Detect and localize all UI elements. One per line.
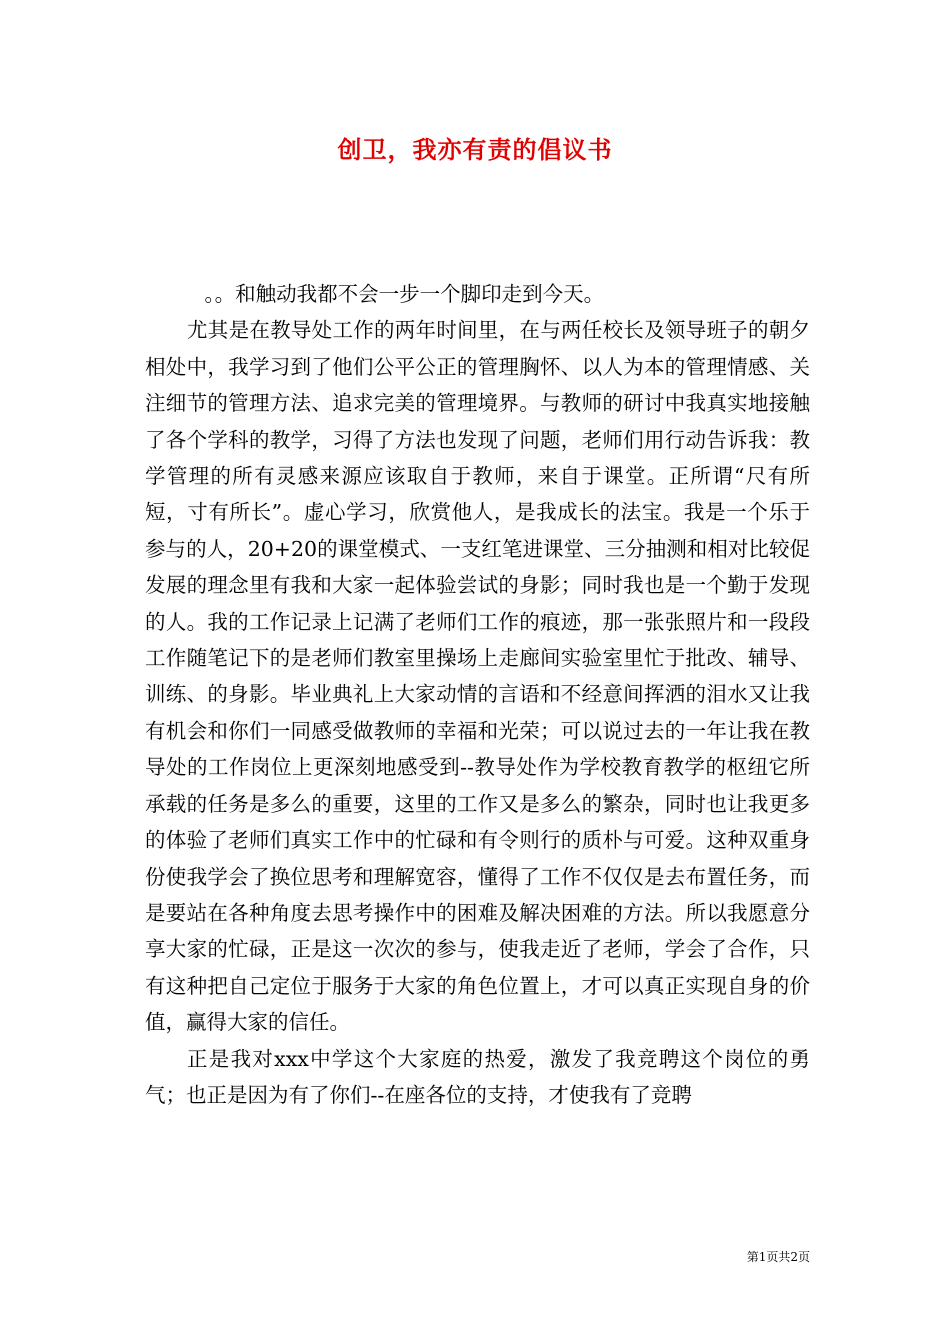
paragraph-1: 。。和触动我都不会一步一个脚印走到今天。 <box>204 282 605 306</box>
paragraph-3: 正是我对xxx中学这个大家庭的热爱，激发了我竞聘这个岗位的勇气；也正是因为有了你们--在座各位的支持，才使我有了竞聘 <box>145 1046 810 1107</box>
page-number: 第1页共2页 <box>746 1250 810 1264</box>
document-body <box>145 276 810 1113</box>
document-title: 创卫，我亦有责的倡议书 <box>337 135 613 164</box>
paragraph-2: 尤其是在教导处工作的两年时间里，在与两任校长及领导班子的朝夕相处中，我学习到了他们公平公正的管理胸怀、以人为本的管理情感、关注细节的管理方法、追求完美的管理境界。与教师的研讨中我真实地接触了各个学科的教学，习得了方法也发现了问题，老师们用行动告诉我：教学管理的所有灵感来源应该取自于教师，来自于课堂。正所谓“尺有所短，寸有所长”。虚心学习，欣赏他人，是我成长的法宝。我是一个乐于参与的人，20+20的课堂模式、一支红笔进课堂、三分抽测和相对比较促发展的理念里有我和大家一起体验尝试的身影；同时我也是一个勤于发现的人。我的工作记录上记满了老师们工作的痕迹，那一张张照片和一段段工作随笔记下的是老师们教室里操场上走廊间实验室里忙于批改、辅导、训练、的身影。毕业典礼上大家动情的言语和不经意间挥洒的泪水又让我有机会和你们一同感受做教师的幸福和光荣；可以说过去的一年让我在教导处的工作岗位上更深刻地感受到--教导处作为学校教育教学的枢纽它所承载的任务是多么的重要，这里的工作又是多么的繁杂，同时也让我更多的体验了老师们真实工作中的忙碌和有令则行的质朴与可爱。这种双重身份使我学会了换位思考和理解宽容，懂得了工作不仅仅是去布置任务，而是要站在各种角度去思考操作中的困难及解决困难的方法。所以我愿意分享大家的忙碌，正是这一次次的参与，使我走近了老师，学会了合作，只有这种把自己定位于服务于大家的角色位置上，才可以真正实现自身的价值，赢得大家的信任。 <box>145 318 810 1035</box>
